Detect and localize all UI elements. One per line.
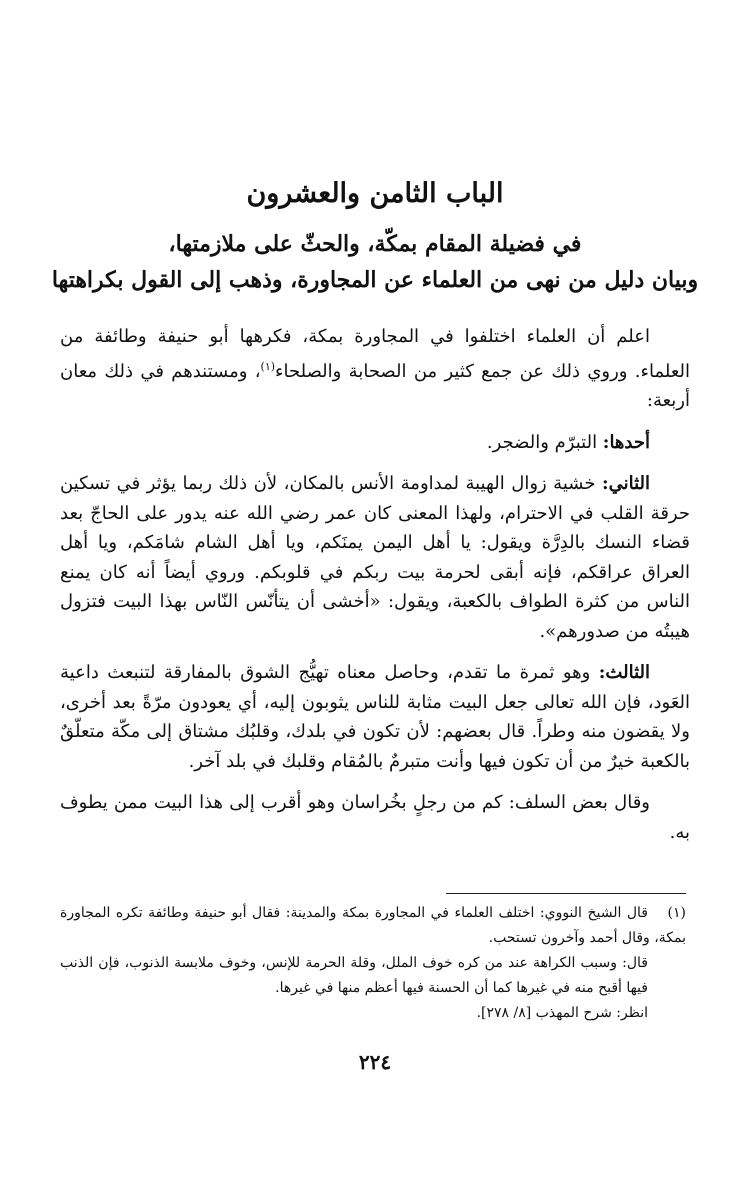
second-reason-text: خشية زوال الهيبة لمداومة الأنس بالمكان، لأن ذلك ربما يؤثر في تسكين حرقة القلب في الاحترام، ولهذا المعنى كان عمر رضي الله عنه يدور على الحاجّ بعد قضاء النسك بالدِرَّة ويقول: يا أهل اليمن يمنَكم، ويا أهل الشام شامَكم، ويا أهل العراق عراقكم، فإنه أبقى لحرمة بيت ربكم في قلوبكم. وروي أيضاً أنه كان يمنع الناس من كثرة الطواف بالكعبة، ويقول: «أخشى أن يتأنّس النّاس بهذا البيت فتزول هيبتُه من صدورهم». [60,473,690,642]
subtitle-line-2: وبيان دليل من نهى من العلماء عن المجاورة، وذهب إلى القول بكراهتها [51,267,699,293]
footnote-line-2: قال: وسبب الكراهة عند من كره خوف الملل، وقلة الحرمة للإنس، وخوف ملابسة الذنوب، فإن الذنب فيها أقبح منه في غيرها كما أن الحسنة فيها أعظم منها في غيرها. [60,955,648,996]
body-text [60,322,690,859]
paragraph-third-reason [60,658,690,776]
footnote-line-1: قال الشيخ النووي: اختلف العلماء في المجاورة بمكة والمدينة: فقال أبو حنيفة وطائفة تكره المجاورة بمكة، وقال أحمد وآخرون تستحب. [60,905,686,946]
third-reason-text: وهو ثمرة ما تقدم، وحاصل معناه تهيُّج الشوق بالمفارقة لتنبعث داعية العَود، فإن الله تعالى جعل البيت مثابة للناس يثوبون إليه، أي يعودون مرّةً بعد أخرى، ولا يقضون منه وطراً. قال بعضهم: لأن تكون في بلدك، وقلبُك مشتاق إلى مكّة متعلّقٌ بالكعبة خيرٌ من أن تكون فيها وأنت متبرمٌ بالمُقام وقلبك في بلد آخر. [60,662,690,772]
first-reason-text: التبرّم والضجر. [486,431,603,453]
paragraph-first-reason [60,428,690,458]
footnote-marker: (١) [667,905,686,921]
subtitle-line-1: في فضيلة المقام بمكّة، والحثّ على ملازمتها، [168,231,582,257]
footnote-reference[interactable]: (١) [260,359,276,373]
intro-tail: ، ومستندهم في ذلك معان أربعة: [60,360,690,411]
paragraph-salaf-quote: وقال بعض السلف: كم من رجلٍ بخُراسان وهو أقرب إلى هذا البيت ممن يطوف به. [60,792,690,843]
footnote-1 [60,901,686,951]
page-number: ٢٢٤ [358,1050,392,1074]
third-reason-label: الثالث: [598,662,650,683]
second-reason-label: الثاني: [601,473,650,494]
footnotes [60,901,686,1026]
chapter-subtitle [40,226,710,298]
footnote-divider [446,893,686,894]
footnote-line-3: انظر: شرح المهذب [٨/ ٢٧٨]. [476,1005,648,1021]
chapter-title: الباب الثامن والعشرون [246,178,504,209]
paragraph-second-reason [60,469,690,646]
intro-text: اعلم أن العلماء اختلفوا في المجاورة بمكة، فكرهها أبو حنيفة وطائفة من العلماء. وروي ذلك عن جمع كثير من الصحابة والصلحاء [60,326,690,382]
paragraph-intro [60,322,690,416]
first-reason-label: أحدها: [602,431,650,453]
